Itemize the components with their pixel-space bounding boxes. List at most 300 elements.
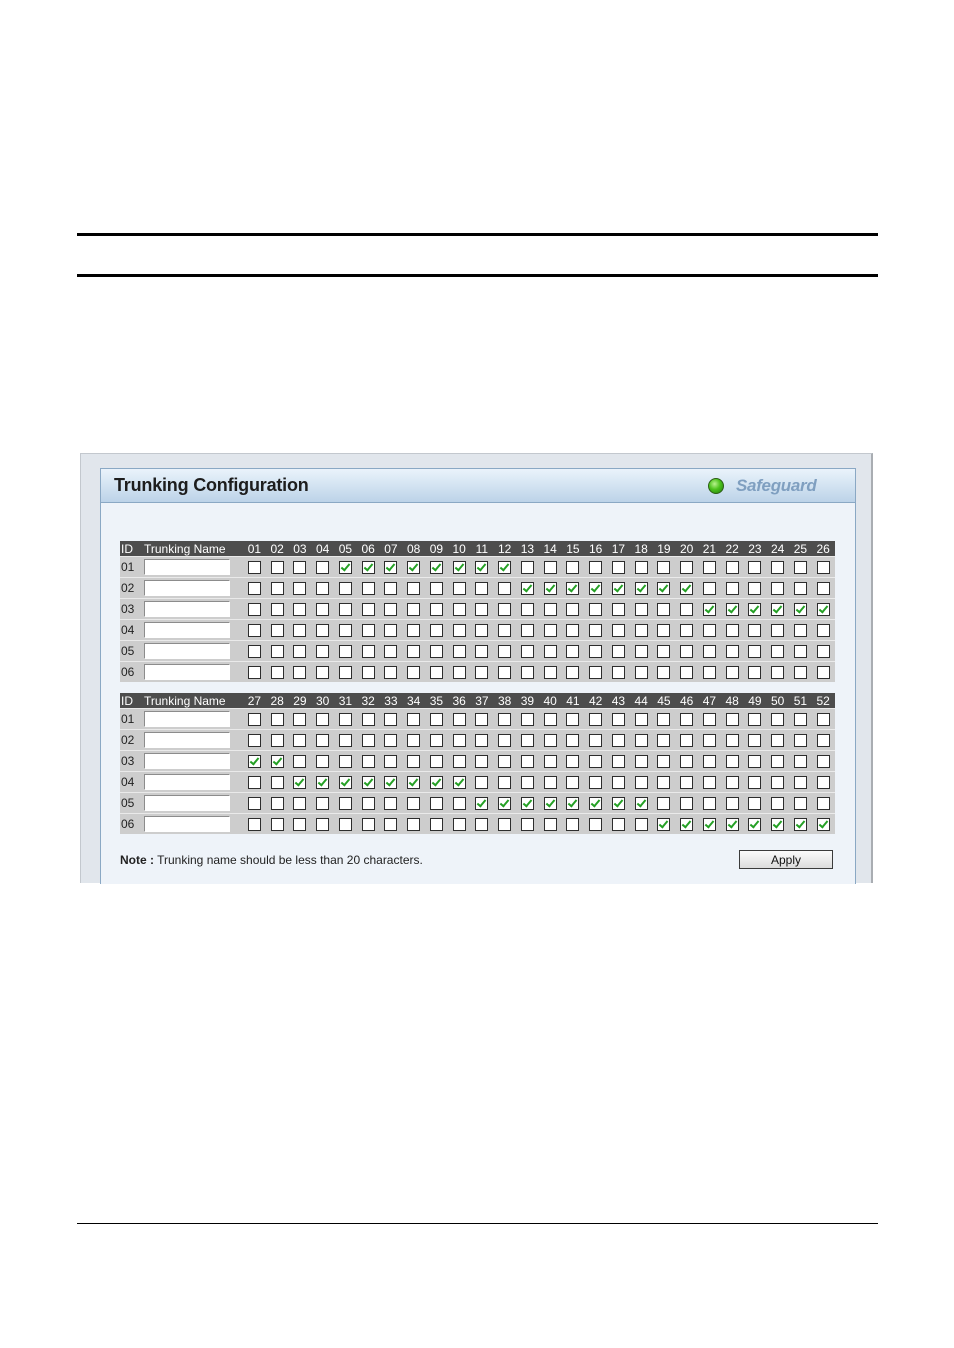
port-15-checkbox[interactable]: [566, 645, 579, 658]
port-37-checkbox[interactable]: [475, 797, 488, 810]
port-26-checkbox[interactable]: [817, 561, 830, 574]
port-21-checkbox[interactable]: [703, 666, 716, 679]
port-41-checkbox[interactable]: [566, 734, 579, 747]
port-16-checkbox[interactable]: [589, 582, 602, 595]
port-39-checkbox[interactable]: [521, 818, 534, 831]
port-44-checkbox[interactable]: [635, 797, 648, 810]
port-43-checkbox[interactable]: [612, 818, 625, 831]
port-34-checkbox[interactable]: [407, 776, 420, 789]
port-50-checkbox[interactable]: [771, 755, 784, 768]
port-15-checkbox[interactable]: [566, 582, 579, 595]
port-49-checkbox[interactable]: [748, 797, 761, 810]
port-48-checkbox[interactable]: [726, 818, 739, 831]
port-07-checkbox[interactable]: [384, 645, 397, 658]
port-05-checkbox[interactable]: [339, 582, 352, 595]
port-13-checkbox[interactable]: [521, 645, 534, 658]
port-30-checkbox[interactable]: [316, 713, 329, 726]
port-33-checkbox[interactable]: [384, 776, 397, 789]
port-38-checkbox[interactable]: [498, 755, 511, 768]
port-23-checkbox[interactable]: [748, 666, 761, 679]
trunking-name-input[interactable]: [144, 622, 230, 638]
port-07-checkbox[interactable]: [384, 582, 397, 595]
port-09-checkbox[interactable]: [430, 624, 443, 637]
port-20-checkbox[interactable]: [680, 624, 693, 637]
port-27-checkbox[interactable]: [248, 818, 261, 831]
port-39-checkbox[interactable]: [521, 734, 534, 747]
port-08-checkbox[interactable]: [407, 582, 420, 595]
port-21-checkbox[interactable]: [703, 645, 716, 658]
port-32-checkbox[interactable]: [362, 776, 375, 789]
port-33-checkbox[interactable]: [384, 818, 397, 831]
port-47-checkbox[interactable]: [703, 797, 716, 810]
port-39-checkbox[interactable]: [521, 755, 534, 768]
port-50-checkbox[interactable]: [771, 818, 784, 831]
port-21-checkbox[interactable]: [703, 582, 716, 595]
port-07-checkbox[interactable]: [384, 624, 397, 637]
port-32-checkbox[interactable]: [362, 755, 375, 768]
port-29-checkbox[interactable]: [293, 776, 306, 789]
port-40-checkbox[interactable]: [544, 797, 557, 810]
trunking-name-input[interactable]: [144, 753, 230, 769]
port-38-checkbox[interactable]: [498, 797, 511, 810]
port-05-checkbox[interactable]: [339, 624, 352, 637]
port-05-checkbox[interactable]: [339, 666, 352, 679]
port-42-checkbox[interactable]: [589, 776, 602, 789]
port-15-checkbox[interactable]: [566, 603, 579, 616]
port-08-checkbox[interactable]: [407, 624, 420, 637]
port-29-checkbox[interactable]: [293, 797, 306, 810]
port-52-checkbox[interactable]: [817, 734, 830, 747]
port-28-checkbox[interactable]: [271, 818, 284, 831]
port-20-checkbox[interactable]: [680, 582, 693, 595]
port-44-checkbox[interactable]: [635, 713, 648, 726]
port-23-checkbox[interactable]: [748, 645, 761, 658]
port-29-checkbox[interactable]: [293, 734, 306, 747]
port-16-checkbox[interactable]: [589, 624, 602, 637]
port-27-checkbox[interactable]: [248, 797, 261, 810]
port-22-checkbox[interactable]: [726, 561, 739, 574]
port-10-checkbox[interactable]: [453, 666, 466, 679]
port-26-checkbox[interactable]: [817, 624, 830, 637]
port-26-checkbox[interactable]: [817, 666, 830, 679]
port-45-checkbox[interactable]: [657, 734, 670, 747]
port-19-checkbox[interactable]: [657, 645, 670, 658]
port-35-checkbox[interactable]: [430, 755, 443, 768]
port-31-checkbox[interactable]: [339, 734, 352, 747]
port-02-checkbox[interactable]: [271, 624, 284, 637]
port-07-checkbox[interactable]: [384, 603, 397, 616]
port-48-checkbox[interactable]: [726, 797, 739, 810]
trunking-name-input[interactable]: [144, 601, 230, 617]
port-19-checkbox[interactable]: [657, 582, 670, 595]
port-20-checkbox[interactable]: [680, 666, 693, 679]
port-22-checkbox[interactable]: [726, 645, 739, 658]
port-50-checkbox[interactable]: [771, 776, 784, 789]
port-18-checkbox[interactable]: [635, 603, 648, 616]
port-37-checkbox[interactable]: [475, 818, 488, 831]
port-11-checkbox[interactable]: [475, 603, 488, 616]
port-23-checkbox[interactable]: [748, 624, 761, 637]
port-03-checkbox[interactable]: [293, 561, 306, 574]
port-35-checkbox[interactable]: [430, 776, 443, 789]
port-14-checkbox[interactable]: [544, 624, 557, 637]
port-35-checkbox[interactable]: [430, 734, 443, 747]
port-25-checkbox[interactable]: [794, 561, 807, 574]
port-28-checkbox[interactable]: [271, 797, 284, 810]
trunking-name-input[interactable]: [144, 559, 230, 575]
port-10-checkbox[interactable]: [453, 603, 466, 616]
port-34-checkbox[interactable]: [407, 755, 420, 768]
port-31-checkbox[interactable]: [339, 776, 352, 789]
port-47-checkbox[interactable]: [703, 713, 716, 726]
port-35-checkbox[interactable]: [430, 797, 443, 810]
port-36-checkbox[interactable]: [453, 818, 466, 831]
port-51-checkbox[interactable]: [794, 734, 807, 747]
port-37-checkbox[interactable]: [475, 755, 488, 768]
port-18-checkbox[interactable]: [635, 561, 648, 574]
port-38-checkbox[interactable]: [498, 818, 511, 831]
port-35-checkbox[interactable]: [430, 818, 443, 831]
port-12-checkbox[interactable]: [498, 603, 511, 616]
port-24-checkbox[interactable]: [771, 645, 784, 658]
port-33-checkbox[interactable]: [384, 797, 397, 810]
port-45-checkbox[interactable]: [657, 797, 670, 810]
port-38-checkbox[interactable]: [498, 713, 511, 726]
port-47-checkbox[interactable]: [703, 755, 716, 768]
port-24-checkbox[interactable]: [771, 624, 784, 637]
port-51-checkbox[interactable]: [794, 797, 807, 810]
port-26-checkbox[interactable]: [817, 645, 830, 658]
port-43-checkbox[interactable]: [612, 713, 625, 726]
port-11-checkbox[interactable]: [475, 561, 488, 574]
port-10-checkbox[interactable]: [453, 561, 466, 574]
port-02-checkbox[interactable]: [271, 645, 284, 658]
port-47-checkbox[interactable]: [703, 734, 716, 747]
port-09-checkbox[interactable]: [430, 582, 443, 595]
port-43-checkbox[interactable]: [612, 734, 625, 747]
port-27-checkbox[interactable]: [248, 776, 261, 789]
port-48-checkbox[interactable]: [726, 734, 739, 747]
trunking-name-input[interactable]: [144, 774, 230, 790]
port-02-checkbox[interactable]: [271, 666, 284, 679]
port-26-checkbox[interactable]: [817, 603, 830, 616]
port-16-checkbox[interactable]: [589, 603, 602, 616]
port-45-checkbox[interactable]: [657, 713, 670, 726]
port-01-checkbox[interactable]: [248, 645, 261, 658]
port-43-checkbox[interactable]: [612, 776, 625, 789]
port-24-checkbox[interactable]: [771, 666, 784, 679]
port-08-checkbox[interactable]: [407, 561, 420, 574]
port-41-checkbox[interactable]: [566, 797, 579, 810]
port-13-checkbox[interactable]: [521, 582, 534, 595]
port-05-checkbox[interactable]: [339, 645, 352, 658]
trunking-name-input[interactable]: [144, 816, 230, 832]
port-41-checkbox[interactable]: [566, 818, 579, 831]
port-29-checkbox[interactable]: [293, 818, 306, 831]
port-46-checkbox[interactable]: [680, 713, 693, 726]
port-22-checkbox[interactable]: [726, 624, 739, 637]
port-31-checkbox[interactable]: [339, 797, 352, 810]
port-31-checkbox[interactable]: [339, 713, 352, 726]
port-48-checkbox[interactable]: [726, 713, 739, 726]
port-39-checkbox[interactable]: [521, 776, 534, 789]
port-44-checkbox[interactable]: [635, 776, 648, 789]
port-09-checkbox[interactable]: [430, 561, 443, 574]
port-25-checkbox[interactable]: [794, 603, 807, 616]
port-41-checkbox[interactable]: [566, 755, 579, 768]
port-12-checkbox[interactable]: [498, 624, 511, 637]
port-46-checkbox[interactable]: [680, 734, 693, 747]
port-12-checkbox[interactable]: [498, 582, 511, 595]
port-06-checkbox[interactable]: [362, 624, 375, 637]
port-08-checkbox[interactable]: [407, 666, 420, 679]
port-19-checkbox[interactable]: [657, 624, 670, 637]
port-20-checkbox[interactable]: [680, 561, 693, 574]
port-24-checkbox[interactable]: [771, 561, 784, 574]
port-22-checkbox[interactable]: [726, 603, 739, 616]
port-14-checkbox[interactable]: [544, 561, 557, 574]
port-01-checkbox[interactable]: [248, 624, 261, 637]
port-13-checkbox[interactable]: [521, 666, 534, 679]
port-12-checkbox[interactable]: [498, 561, 511, 574]
port-14-checkbox[interactable]: [544, 582, 557, 595]
port-01-checkbox[interactable]: [248, 666, 261, 679]
port-19-checkbox[interactable]: [657, 561, 670, 574]
port-42-checkbox[interactable]: [589, 797, 602, 810]
port-22-checkbox[interactable]: [726, 666, 739, 679]
port-10-checkbox[interactable]: [453, 624, 466, 637]
port-41-checkbox[interactable]: [566, 713, 579, 726]
port-30-checkbox[interactable]: [316, 797, 329, 810]
port-48-checkbox[interactable]: [726, 755, 739, 768]
port-06-checkbox[interactable]: [362, 582, 375, 595]
port-10-checkbox[interactable]: [453, 645, 466, 658]
port-52-checkbox[interactable]: [817, 713, 830, 726]
port-08-checkbox[interactable]: [407, 645, 420, 658]
port-24-checkbox[interactable]: [771, 603, 784, 616]
port-32-checkbox[interactable]: [362, 797, 375, 810]
port-36-checkbox[interactable]: [453, 713, 466, 726]
port-10-checkbox[interactable]: [453, 582, 466, 595]
port-16-checkbox[interactable]: [589, 561, 602, 574]
port-51-checkbox[interactable]: [794, 755, 807, 768]
port-33-checkbox[interactable]: [384, 713, 397, 726]
port-42-checkbox[interactable]: [589, 713, 602, 726]
port-14-checkbox[interactable]: [544, 666, 557, 679]
port-52-checkbox[interactable]: [817, 797, 830, 810]
port-44-checkbox[interactable]: [635, 818, 648, 831]
port-31-checkbox[interactable]: [339, 755, 352, 768]
trunking-name-input[interactable]: [144, 664, 230, 680]
port-28-checkbox[interactable]: [271, 776, 284, 789]
port-38-checkbox[interactable]: [498, 734, 511, 747]
port-37-checkbox[interactable]: [475, 776, 488, 789]
port-21-checkbox[interactable]: [703, 603, 716, 616]
port-03-checkbox[interactable]: [293, 603, 306, 616]
port-39-checkbox[interactable]: [521, 713, 534, 726]
port-28-checkbox[interactable]: [271, 734, 284, 747]
port-33-checkbox[interactable]: [384, 734, 397, 747]
port-17-checkbox[interactable]: [612, 666, 625, 679]
port-45-checkbox[interactable]: [657, 776, 670, 789]
port-01-checkbox[interactable]: [248, 561, 261, 574]
port-20-checkbox[interactable]: [680, 645, 693, 658]
port-18-checkbox[interactable]: [635, 624, 648, 637]
port-23-checkbox[interactable]: [748, 561, 761, 574]
port-17-checkbox[interactable]: [612, 561, 625, 574]
port-02-checkbox[interactable]: [271, 561, 284, 574]
port-27-checkbox[interactable]: [248, 755, 261, 768]
port-02-checkbox[interactable]: [271, 603, 284, 616]
trunking-name-input[interactable]: [144, 643, 230, 659]
port-24-checkbox[interactable]: [771, 582, 784, 595]
port-48-checkbox[interactable]: [726, 776, 739, 789]
port-37-checkbox[interactable]: [475, 713, 488, 726]
port-30-checkbox[interactable]: [316, 755, 329, 768]
port-01-checkbox[interactable]: [248, 582, 261, 595]
trunking-name-input[interactable]: [144, 580, 230, 596]
port-36-checkbox[interactable]: [453, 776, 466, 789]
port-34-checkbox[interactable]: [407, 734, 420, 747]
port-16-checkbox[interactable]: [589, 645, 602, 658]
port-45-checkbox[interactable]: [657, 755, 670, 768]
port-08-checkbox[interactable]: [407, 603, 420, 616]
port-06-checkbox[interactable]: [362, 645, 375, 658]
port-42-checkbox[interactable]: [589, 734, 602, 747]
port-21-checkbox[interactable]: [703, 561, 716, 574]
port-38-checkbox[interactable]: [498, 776, 511, 789]
port-40-checkbox[interactable]: [544, 734, 557, 747]
port-13-checkbox[interactable]: [521, 624, 534, 637]
port-27-checkbox[interactable]: [248, 713, 261, 726]
port-36-checkbox[interactable]: [453, 797, 466, 810]
port-04-checkbox[interactable]: [316, 624, 329, 637]
port-25-checkbox[interactable]: [794, 624, 807, 637]
port-35-checkbox[interactable]: [430, 713, 443, 726]
port-21-checkbox[interactable]: [703, 624, 716, 637]
port-17-checkbox[interactable]: [612, 603, 625, 616]
port-19-checkbox[interactable]: [657, 603, 670, 616]
port-11-checkbox[interactable]: [475, 645, 488, 658]
port-39-checkbox[interactable]: [521, 797, 534, 810]
port-44-checkbox[interactable]: [635, 734, 648, 747]
port-14-checkbox[interactable]: [544, 645, 557, 658]
port-25-checkbox[interactable]: [794, 582, 807, 595]
port-40-checkbox[interactable]: [544, 818, 557, 831]
port-17-checkbox[interactable]: [612, 582, 625, 595]
port-07-checkbox[interactable]: [384, 666, 397, 679]
port-04-checkbox[interactable]: [316, 582, 329, 595]
port-30-checkbox[interactable]: [316, 776, 329, 789]
port-06-checkbox[interactable]: [362, 603, 375, 616]
port-26-checkbox[interactable]: [817, 582, 830, 595]
port-01-checkbox[interactable]: [248, 603, 261, 616]
port-12-checkbox[interactable]: [498, 645, 511, 658]
port-15-checkbox[interactable]: [566, 561, 579, 574]
port-27-checkbox[interactable]: [248, 734, 261, 747]
port-50-checkbox[interactable]: [771, 713, 784, 726]
port-52-checkbox[interactable]: [817, 776, 830, 789]
port-49-checkbox[interactable]: [748, 755, 761, 768]
port-52-checkbox[interactable]: [817, 755, 830, 768]
port-03-checkbox[interactable]: [293, 624, 306, 637]
port-13-checkbox[interactable]: [521, 561, 534, 574]
port-31-checkbox[interactable]: [339, 818, 352, 831]
port-17-checkbox[interactable]: [612, 624, 625, 637]
port-29-checkbox[interactable]: [293, 713, 306, 726]
port-49-checkbox[interactable]: [748, 713, 761, 726]
port-37-checkbox[interactable]: [475, 734, 488, 747]
port-23-checkbox[interactable]: [748, 582, 761, 595]
port-04-checkbox[interactable]: [316, 603, 329, 616]
port-42-checkbox[interactable]: [589, 755, 602, 768]
port-51-checkbox[interactable]: [794, 776, 807, 789]
trunking-name-input[interactable]: [144, 732, 230, 748]
port-28-checkbox[interactable]: [271, 755, 284, 768]
port-40-checkbox[interactable]: [544, 776, 557, 789]
port-33-checkbox[interactable]: [384, 755, 397, 768]
port-20-checkbox[interactable]: [680, 603, 693, 616]
port-44-checkbox[interactable]: [635, 755, 648, 768]
port-34-checkbox[interactable]: [407, 797, 420, 810]
port-43-checkbox[interactable]: [612, 755, 625, 768]
port-51-checkbox[interactable]: [794, 818, 807, 831]
port-49-checkbox[interactable]: [748, 734, 761, 747]
port-12-checkbox[interactable]: [498, 666, 511, 679]
port-34-checkbox[interactable]: [407, 713, 420, 726]
port-16-checkbox[interactable]: [589, 666, 602, 679]
port-04-checkbox[interactable]: [316, 561, 329, 574]
port-18-checkbox[interactable]: [635, 666, 648, 679]
port-03-checkbox[interactable]: [293, 645, 306, 658]
port-32-checkbox[interactable]: [362, 713, 375, 726]
port-09-checkbox[interactable]: [430, 645, 443, 658]
port-32-checkbox[interactable]: [362, 734, 375, 747]
apply-button[interactable]: Apply: [739, 850, 833, 869]
port-09-checkbox[interactable]: [430, 666, 443, 679]
port-49-checkbox[interactable]: [748, 818, 761, 831]
port-46-checkbox[interactable]: [680, 776, 693, 789]
port-03-checkbox[interactable]: [293, 582, 306, 595]
port-02-checkbox[interactable]: [271, 582, 284, 595]
port-46-checkbox[interactable]: [680, 797, 693, 810]
port-29-checkbox[interactable]: [293, 755, 306, 768]
port-18-checkbox[interactable]: [635, 582, 648, 595]
port-03-checkbox[interactable]: [293, 666, 306, 679]
port-36-checkbox[interactable]: [453, 734, 466, 747]
port-49-checkbox[interactable]: [748, 776, 761, 789]
port-14-checkbox[interactable]: [544, 603, 557, 616]
port-25-checkbox[interactable]: [794, 666, 807, 679]
port-43-checkbox[interactable]: [612, 797, 625, 810]
port-50-checkbox[interactable]: [771, 797, 784, 810]
port-11-checkbox[interactable]: [475, 666, 488, 679]
port-42-checkbox[interactable]: [589, 818, 602, 831]
port-05-checkbox[interactable]: [339, 561, 352, 574]
port-05-checkbox[interactable]: [339, 603, 352, 616]
port-30-checkbox[interactable]: [316, 734, 329, 747]
trunking-name-input[interactable]: [144, 795, 230, 811]
port-51-checkbox[interactable]: [794, 713, 807, 726]
port-15-checkbox[interactable]: [566, 624, 579, 637]
port-40-checkbox[interactable]: [544, 713, 557, 726]
port-28-checkbox[interactable]: [271, 713, 284, 726]
trunking-name-input[interactable]: [144, 711, 230, 727]
port-15-checkbox[interactable]: [566, 666, 579, 679]
port-46-checkbox[interactable]: [680, 755, 693, 768]
port-47-checkbox[interactable]: [703, 818, 716, 831]
port-52-checkbox[interactable]: [817, 818, 830, 831]
